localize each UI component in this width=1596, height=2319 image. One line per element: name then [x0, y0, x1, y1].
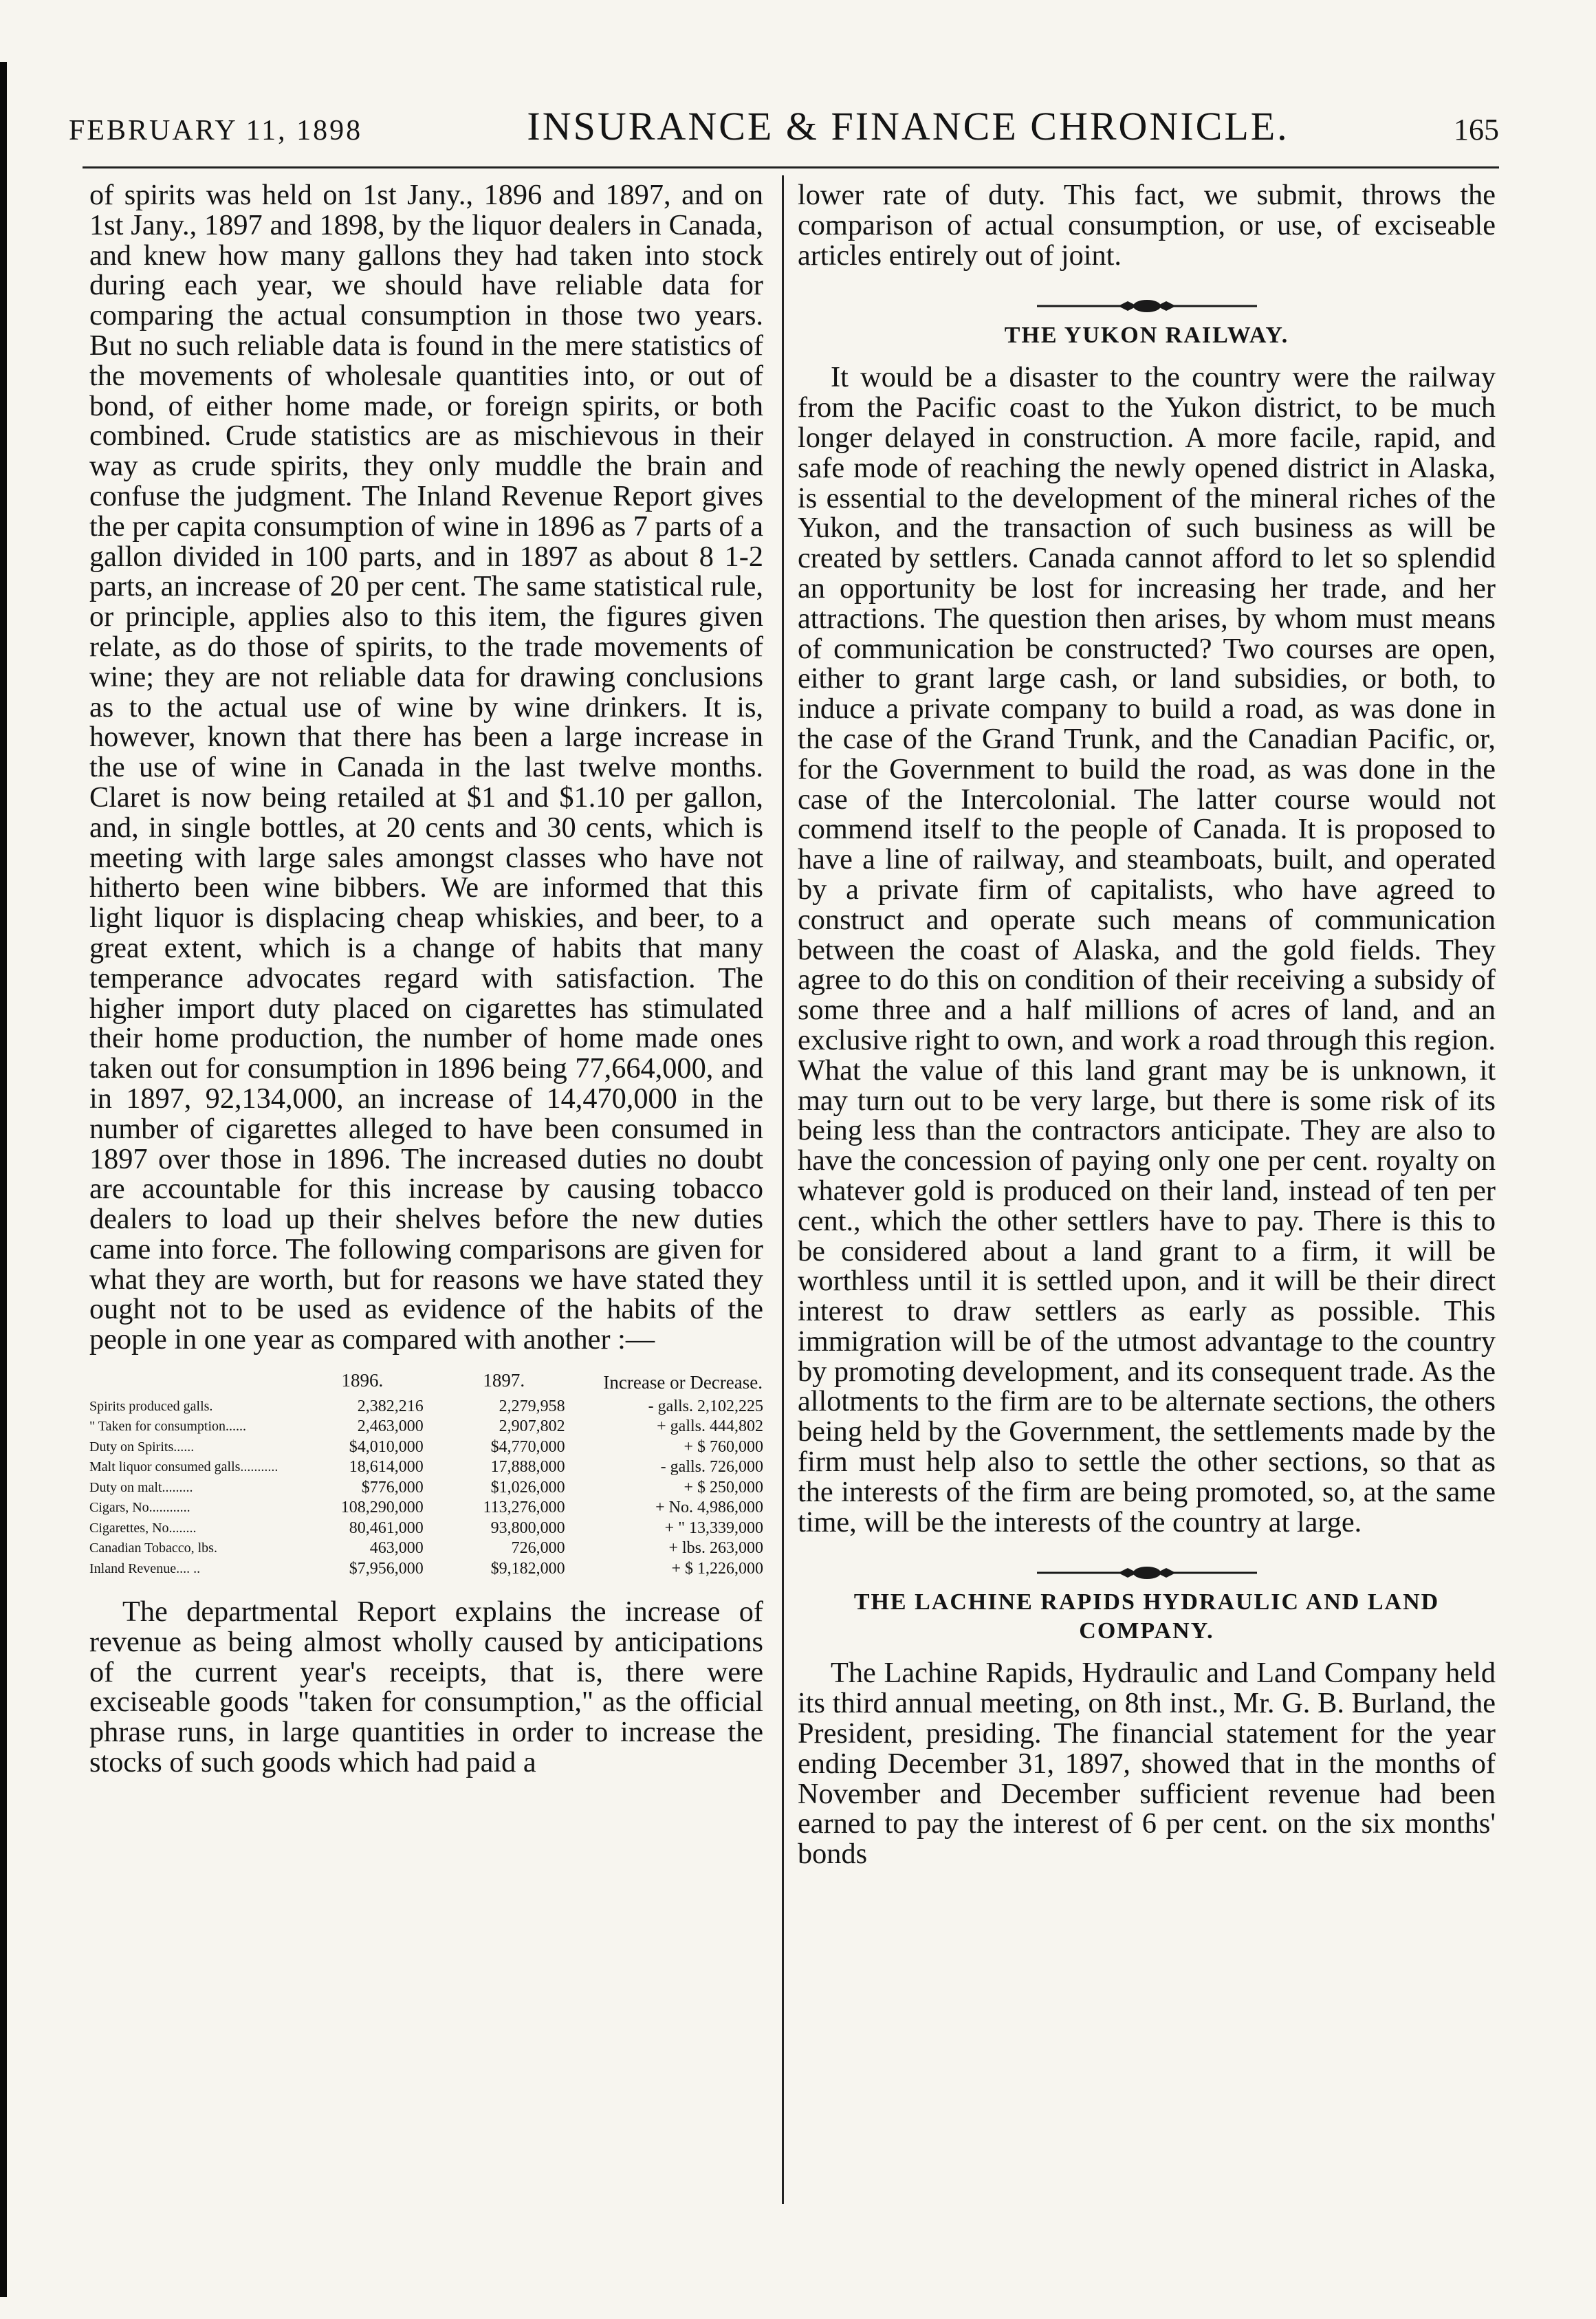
table-row	[89, 1457, 763, 1478]
table-row	[89, 1498, 763, 1518]
header-date: FEBRUARY 11, 1898	[69, 115, 363, 146]
table-row	[89, 1417, 763, 1437]
value-1896: 18,614,000	[349, 1458, 424, 1477]
value-1896: $7,956,000	[349, 1559, 424, 1578]
value-1897: 2,279,958	[499, 1397, 565, 1415]
value-change: + $ 1,226,000	[671, 1559, 763, 1578]
page-header	[69, 103, 1499, 158]
table-row	[89, 1518, 763, 1539]
article-paragraph: of spirits was held on 1st Jany., 1896 and 1897, and on 1st Jany., 1897 and 1898, by the liquor dealers in Canada, and knew how many gallons they had taken into stock during each year, we should have reliable data for comparing the actual consumption in those two years. But no such reliable data is found in the mere statistics of the movements of wholesale quantities into, or out of bond, of either home made, or foreign spirits, or both combined. Crude statistics are as mischievous in their way as crude spirits, they only muddle the brain and confuse the judgment. The Inland Revenue Report gives the per capita consumption of wine in 1896 as 7 parts of a gallon divided in 100 parts, and in 1897 as about 8 1-2 parts, an increase of 20 per cent. The same statistical rule, or principle, applies also to this item, the figures given relate, as do those of spirits, to the trade movements of wine; they are not reliable data for drawing conclusions as to the actual use of wine by wine drinkers. It is, however, known that there has been a large increase in the use of wine in Canada in the last twelve months. Claret is now being retailed at $1 and $1.10 per gallon, and, in single bottles, at 20 cents and 30 cents, which is meeting with large sales amongst classes who have not hitherto been wine bibbers. We are informed that this light liquor is displacing cheap whiskies, and beer, to a great extent, which is a change of habits that many temperance advocates regard with satisfaction. The higher import duty placed on cigarettes has stimulated their home production, the number of home made ones taken out for consumption in 1896 being 77,664,000, and in 1897, 92,134,000, an increase of 14,470,000 in the number of cigarettes alleged to have been consumed in 1897 over those in 1896. The increased duties no doubt are accountable for this increase by causing tobacco dealers to load up their shelves before the new duties came into force. The following comparisons are given for what they are worth, but for reasons we have stated they ought not to be used as evidence of the habits of the people in one year as compared with another :—	[89, 179, 763, 1356]
left-column	[89, 180, 763, 1778]
value-change: + $ 760,000	[684, 1437, 763, 1456]
comparison-table	[89, 1370, 763, 1579]
table-header-1897: 1897.	[483, 1370, 525, 1391]
value-1897: 17,888,000	[490, 1458, 565, 1477]
row-label: Duty on Spirits......	[89, 1439, 195, 1455]
row-label: Duty on malt.........	[89, 1479, 193, 1495]
row-label: Cigars, No............	[89, 1500, 190, 1516]
table-row	[89, 1437, 763, 1458]
value-1897: $9,182,000	[490, 1559, 565, 1578]
ornament-rule-icon	[1037, 299, 1257, 313]
value-1896: $776,000	[361, 1478, 424, 1496]
value-1897: 93,800,000	[490, 1518, 565, 1537]
table-row	[89, 1478, 763, 1499]
row-label: Malt liquor consumed galls...........	[89, 1459, 278, 1475]
table-header-change: Increase or Decrease.	[603, 1371, 763, 1393]
row-label: Inland Revenue.... ..	[89, 1560, 201, 1576]
value-1897: 2,907,802	[499, 1417, 565, 1436]
article-paragraph: It would be a disaster to the country were the railway from the Pacific coast to the Yukon district, to be much longer delayed in construction. A more facile, rapid, and safe mode of reaching the newly opened district in Alaska, is essential to the development of the mineral riches of the Yukon, and the transaction of such business as will be created by settlers. Canada cannot afford to let so splendid an opportunity be lost for increasing her trade, and her attractions. The question then arises, by whom must means of communication be constructed? Two courses are open, either to grant large cash, or land subsidies, or both, to induce a private company to build a road, as was done in the case of the Grand Trunk, and the Canadian Pacific, or, for the Government to build the road, as was done in the case of the Intercolonial. The latter course would not commend itself to the people of Canada. It is proposed to have a line of railway, and steamboats, built, and operated by a private firm of capitalists, who have agreed to construct and operate such means of communication between the coast of Alaska, and the gold fields. They agree to do this on condition of their receiving a subsidy of some three and a half millions of acres of land, and an exclusive right to own, and work a road through this region. What the value of this land grant may be is unknown, it may turn out to be very large, but there is some risk of its being less than the contractors anticipate. They are also to have the concession of paying only one per cent. royalty on whatever gold is produced on their land, instead of ten per cent., which the other settlers have to pay. There is this to be considered about a land grant to a firm, it will be worthless until it is settled upon, and it will be their direct interest to draw settlers as early as possible. This immigration will be of the utmost advantage to the country by promoting development, and its consequent trade. As the allotments to the firm are to be alternate sections, the others being held by the Government, the settlements made by the firm must help also to settle the other sections, so that as the interests of the firm are being promoted, so, at the same time, will be the interests of the country at large.	[798, 361, 1496, 1538]
table-row	[89, 1397, 763, 1417]
value-change: + $ 250,000	[684, 1478, 763, 1496]
header-rule	[83, 166, 1499, 168]
table-header-row	[89, 1370, 763, 1397]
table-header-item	[89, 1370, 292, 1397]
value-1897: 113,276,000	[483, 1499, 565, 1517]
value-1897: $4,770,000	[490, 1437, 565, 1456]
value-1896: 463,000	[369, 1539, 424, 1558]
value-1897: 726,000	[511, 1539, 565, 1558]
table-row	[89, 1538, 763, 1559]
table-row	[89, 1559, 763, 1580]
value-change: - galls. 726,000	[660, 1458, 763, 1477]
value-1897: $1,026,000	[490, 1478, 565, 1496]
section-heading: THE YUKON RAILWAY.	[1004, 323, 1289, 349]
value-change: + No. 4,986,000	[655, 1499, 763, 1517]
value-1896: 108,290,000	[340, 1499, 424, 1517]
page-number: 165	[1453, 113, 1499, 146]
row-label: Canadian Tobacco, lbs.	[89, 1540, 217, 1556]
value-change: + lbs. 263,000	[668, 1539, 763, 1558]
section-heading: THE LACHINE RAPIDS HYDRAULIC AND LAND COMPANY.	[853, 1589, 1440, 1644]
value-1896: 2,463,000	[357, 1417, 424, 1436]
row-label: Spirits produced galls.	[89, 1398, 213, 1414]
value-change: - galls. 2,102,225	[648, 1397, 763, 1415]
article-paragraph: lower rate of duty. This fact, we submit, throws the comparison of actual consumption, or use, of exciseable articles entirely out of joint.	[798, 179, 1496, 272]
column-rule	[782, 175, 784, 2204]
article-paragraph: The Lachine Rapids, Hydraulic and Land Company held its third annual meeting, on 8th inst., Mr. G. B. Burland, the President, presiding. The financial statement for the year ending December 31, 1897, showed that in the months of November and December sufficient revenue had been earned to pay the interest of 6 per cent. on the six months' bonds	[798, 1657, 1496, 1871]
table-body	[89, 1397, 763, 1580]
section-ornament	[798, 1566, 1496, 1580]
scan-edge	[0, 62, 7, 2297]
row-label: " Taken for consumption......	[89, 1419, 247, 1435]
value-change: + " 13,339,000	[664, 1518, 763, 1537]
table-header-1896: 1896.	[341, 1370, 384, 1391]
section-ornament	[798, 299, 1496, 313]
right-column	[798, 180, 1496, 1869]
masthead-title: INSURANCE & FINANCE CHRONICLE.	[527, 104, 1289, 149]
value-change: + galls. 444,802	[657, 1417, 763, 1436]
article-paragraph: The departmental Report explains the increase of revenue as being almost wholly caused by anticipations of the current year's receipts, that is, there were exciseable goods "taken for consumption," as the official phrase runs, in large quantities in order to increase the stocks of such goods which had paid a	[89, 1596, 763, 1779]
value-1896: 2,382,216	[357, 1397, 424, 1415]
value-1896: 80,461,000	[349, 1518, 424, 1537]
value-1896: $4,010,000	[349, 1437, 424, 1456]
ornament-rule-icon	[1037, 1566, 1257, 1580]
row-label: Cigarettes, No........	[89, 1520, 197, 1536]
